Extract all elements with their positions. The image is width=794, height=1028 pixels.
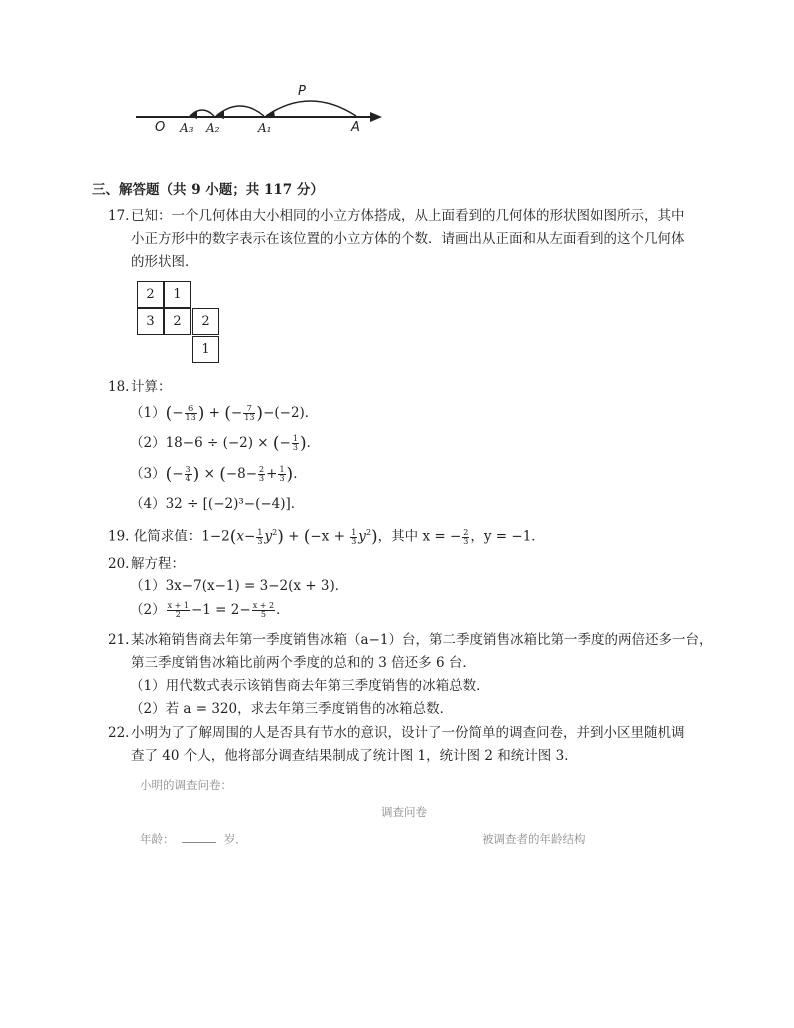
q18-expr-4: （4）32 ÷ [(−2)³−(−4)]．	[130, 496, 305, 512]
q21-line2: 第三季度销售冰箱比前两个季度的总和的 3 倍还多 6 台．	[131, 655, 476, 671]
grid-cell: 1	[164, 281, 191, 308]
q20-eq-1: （1）3x−7(x−1) = 3−2(x + 3)．	[130, 578, 349, 594]
axis-arrowhead	[370, 112, 382, 122]
age-structure-caption: 被调查者的年龄结构	[482, 832, 586, 846]
q20-number: 20.	[108, 556, 130, 572]
grid-cell: 2	[164, 308, 191, 335]
q18-number: 18.	[108, 379, 130, 395]
point-o-label: O	[155, 120, 166, 135]
q22-line2: 查了 40 个人，他将部分调查结果制成了统计图 1，统计图 2 和统计图 3．	[131, 748, 578, 764]
item-label: （1）	[130, 405, 166, 421]
q18-title: 计算：	[131, 379, 172, 395]
q17-line3: 的形状图．	[131, 254, 199, 270]
q19-line: 19. 化简求值：1−2(x− $\frac{1}{3}$ $y^2) + (-x$ + $\frac{1}{3}$ $y^2$)，其中 x = − $\frac{2}{3}$ ，y = −1．	[108, 527, 545, 547]
q20-eq-2: （2） $\frac{x + 1}{2}$ −1 = 2− $\frac{x + 2}{5}$ ．	[130, 601, 290, 619]
age-field-row	[140, 831, 247, 847]
q20-title: 解方程：	[131, 556, 185, 572]
q17-line2: 小正方形中的数字表示在该位置的小立方体的个数．请画出从正面和从左面看到的这个几何体	[131, 231, 685, 247]
section-title: 三、解答题（共 9 小题；共 117 分）	[92, 182, 324, 198]
item-label: （2）	[130, 435, 166, 451]
q18-expr-1: （1）(− $\frac{6}{13}$ ) + (− $\frac{7}{13}$ )−(−2)．	[130, 403, 319, 424]
grid-cell: 3	[137, 308, 164, 335]
q17-line1: 已知：一个几何体由大小相同的小立方体搭成，从上面看到的几何体的形状图如图所示，其中	[131, 208, 685, 224]
point-a2-label: A₂	[206, 121, 220, 135]
point-p-label: P	[298, 84, 306, 99]
q17-number: 17.	[108, 208, 130, 224]
q22-line1: 小明为了了解周围的人是否具有节水的意识，设计了一份简单的调查问卷，并到小区里随机调	[131, 725, 685, 741]
q21-sub1: （1）用代数式表示该销售商去年第三季度销售的冰箱总数．	[130, 678, 490, 694]
item-label: （4）	[130, 496, 166, 512]
age-blank	[182, 832, 216, 843]
point-a1-label: A₁	[258, 121, 272, 135]
q21-line1: 某冰箱销售商去年第一季度销售冰箱（a−1）台，第二季度销售冰箱比第一季度的两倍还多一台，	[131, 632, 713, 648]
age-prefix: 年龄：	[140, 832, 175, 846]
q21-sub2: （2）若 a = 320，求去年第三季度销售的冰箱总数．	[130, 701, 454, 717]
grid-cell: 2	[137, 281, 164, 308]
grid-cell: 2	[192, 308, 219, 335]
survey-label: 小明的调查问卷：	[140, 778, 232, 792]
survey-title: 调查问卷	[381, 805, 427, 819]
arc-a-to-a1	[266, 101, 356, 116]
q22-number: 22.	[108, 725, 130, 741]
point-a-label: A	[351, 120, 360, 135]
q18-expr-3: （3）(− $\frac{3}{4}$ ) × (−8− $\frac{2}{3}$ + $\frac{1}{3}$ )．	[130, 464, 307, 485]
q21-number: 21.	[108, 632, 130, 648]
age-suffix: 岁．	[223, 832, 247, 846]
q18-expr-2: （2）18−6 ÷ (−2) × (− $\frac{1}{3}$ )．	[130, 433, 321, 454]
point-a3-label: A₃	[180, 121, 194, 135]
item-label: （3）	[130, 466, 166, 482]
grid-cell: 1	[192, 336, 219, 363]
